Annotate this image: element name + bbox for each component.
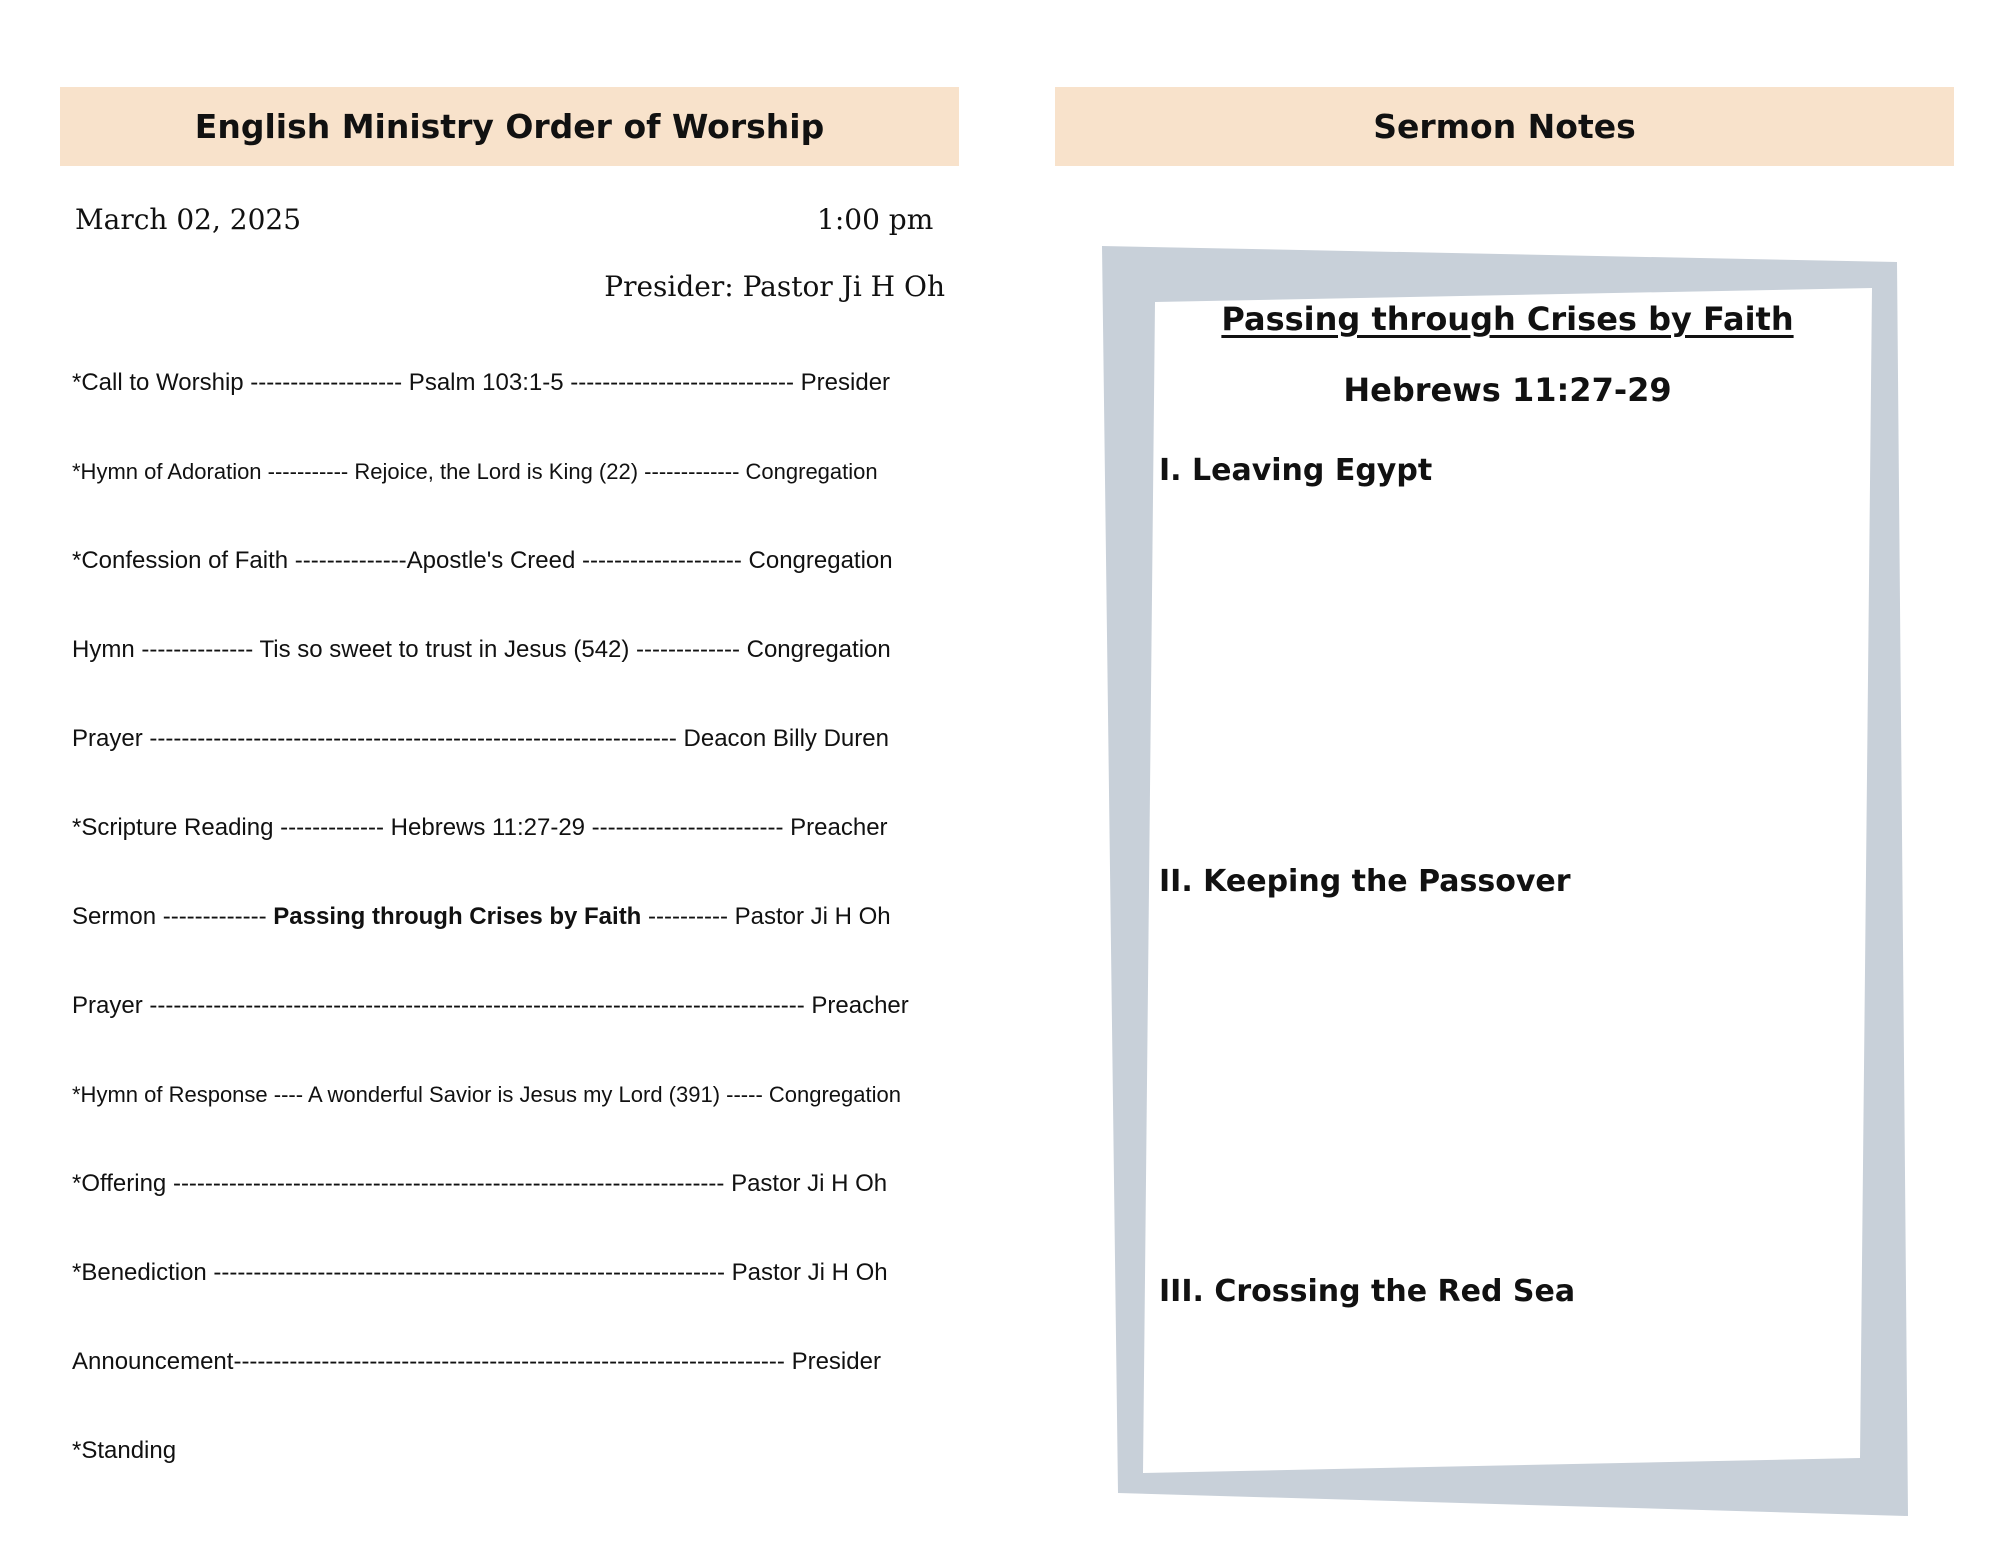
- order-item: *Benediction ---------------------------------------------------------------- Pastor Ji H Oh: [72, 1259, 888, 1286]
- order-item-note: *Standing: [72, 1437, 177, 1464]
- sermon-title-inline: Passing through Crises by Faith: [273, 903, 642, 930]
- order-of-worship-title: English Ministry Order of Worship: [194, 107, 825, 146]
- sermon-notes-banner: [1055, 87, 1954, 166]
- order-item: *Hymn of Adoration ----------- Rejoice, the Lord is King (22) ------------- Congregation: [72, 459, 878, 484]
- order-item: *Offering --------------------------------------------------------------------- Pastor Ji H Oh: [72, 1170, 888, 1197]
- sermon-title: Passing through Crises by Faith: [1221, 300, 1794, 338]
- order-of-worship-banner: [60, 87, 959, 166]
- order-item: *Call to Worship ------------------- Psalm 103:1-5 ---------------------------- Presider: [72, 369, 891, 396]
- service-date: March 02, 2025: [75, 203, 302, 236]
- sermon-scripture: Hebrews 11:27-29: [1343, 371, 1672, 409]
- sermon-point-3: III. Crossing the Red Sea: [1159, 1274, 1576, 1309]
- order-item: *Hymn of Response ---- A wonderful Savior is Jesus my Lord (391) ----- Congregation: [72, 1082, 901, 1107]
- service-time: 1:00 pm: [817, 203, 934, 236]
- order-of-worship-list: [72, 366, 942, 1523]
- order-item-sermon: Sermon ------------- Passing through Crises by Faith ---------- Pastor Ji H Oh: [72, 903, 891, 930]
- sermon-notes-title: Sermon Notes: [1373, 107, 1636, 146]
- sermon-point-1: I. Leaving Egypt: [1159, 453, 1433, 488]
- order-item: Announcement--------------------------------------------------------------------- Presider: [72, 1348, 881, 1375]
- order-item: Prayer ---------------------------------------------------------------------------------- Preacher: [72, 992, 909, 1019]
- presider-line: Presider: Pastor Ji H Oh: [604, 270, 945, 303]
- order-item: *Confession of Faith --------------Apostle's Creed -------------------- Congregation: [72, 547, 893, 574]
- order-item: Prayer ------------------------------------------------------------------ Deacon Billy Duren: [72, 725, 889, 752]
- order-item: Hymn -------------- Tis so sweet to trust in Jesus (542) ------------- Congregation: [72, 636, 891, 663]
- sermon-point-2: II. Keeping the Passover: [1159, 864, 1571, 899]
- order-item: *Scripture Reading ------------- Hebrews 11:27-29 ------------------------ Preacher: [72, 814, 888, 841]
